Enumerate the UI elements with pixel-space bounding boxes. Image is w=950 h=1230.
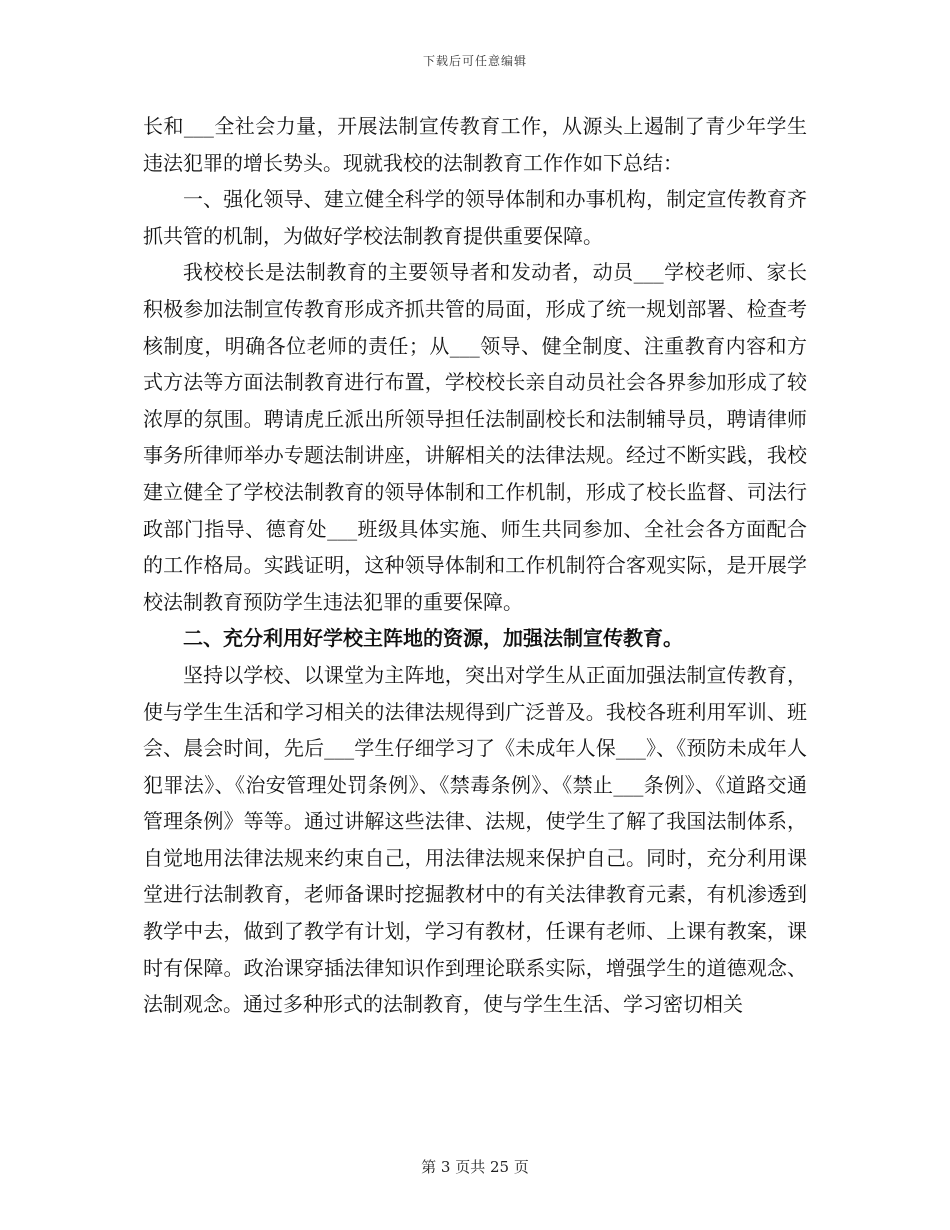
page-header: 下载后可任意编辑 (422, 54, 527, 68)
section-heading-1: 一、强化领导、建立健全科学的领导体制和办事机构，制定宣传教育齐抓共管的机制，为做好学校法制教育提供重要保障。 (143, 187, 807, 248)
paragraph-intro: 长和___全社会力量，开展法制宣传教育工作，从源头上遏制了青少年学生违法犯罪的增长势头。现就我校的法制教育工作作如下总结： (143, 114, 807, 175)
paragraph-leadership: 我校校长是法制教育的主要领导者和发动者，动员___学校老师、家长积极参加法制宣传教育形成齐抓共管的局面，形成了统一规划部署、检查考核制度，明确各位老师的责任；从___领导、健全制度、注重教育内容和方式方法等方面法制教育进行布置，学校校长亲自动员社会各界参加形成了较浓厚的氛围。聘请虎丘派出所领导担任法制副校长和法制辅导员，聘请律师事务所律师举办专题法制讲座，讲解相关的法律法规。经过不断实践，我校建立健全了学校法制教育的领导体制和工作机制，形成了校长监督、司法行政部门指导、德育处___班级具体实施、师生共同参加、全社会各方面配合的工作格局。实践证明，这种领导体制和工作机制符合客观实际，是开展学校法制教育预防学生违法犯罪的重要保障。 (143, 260, 807, 614)
paragraph-classroom: 坚持以学校、以课堂为主阵地，突出对学生从正面加强法制宣传教育，使与学生生活和学习相关的法律法规得到广泛普及。我校各班利用军训、班会、晨会时间，先后___学生仔细学习了《未成年人保___》、《预防未成年人犯罪法》、《治安管理处罚条例》、《禁毒条例》、《禁止___条例》、《道路交通管理条例》等等。通过讲解这些法律、法规，使学生了解了我国法制体系，自觉地用法律法规来约束自己，用法律法规来保护自己。同时，充分利用课堂进行法制教育，老师备课时挖掘教材中的有关法律教育元素，有机渗透到教学中去，做到了教学有计划，学习有教材，任课有老师、上课有教案，课时有保障。政治课穿插法律知识作到理论联系实际，增强学生的道德观念、法制观念。通过多种形式的法制教育，使与学生生活、学习密切相关 (143, 662, 807, 1017)
document-body (143, 108, 807, 1023)
section-heading-2: 二、充分利用好学校主阵地的资源，加强法制宣传教育。 (183, 626, 683, 651)
page-footer: 第 3 页共 25 页 (421, 1158, 529, 1176)
